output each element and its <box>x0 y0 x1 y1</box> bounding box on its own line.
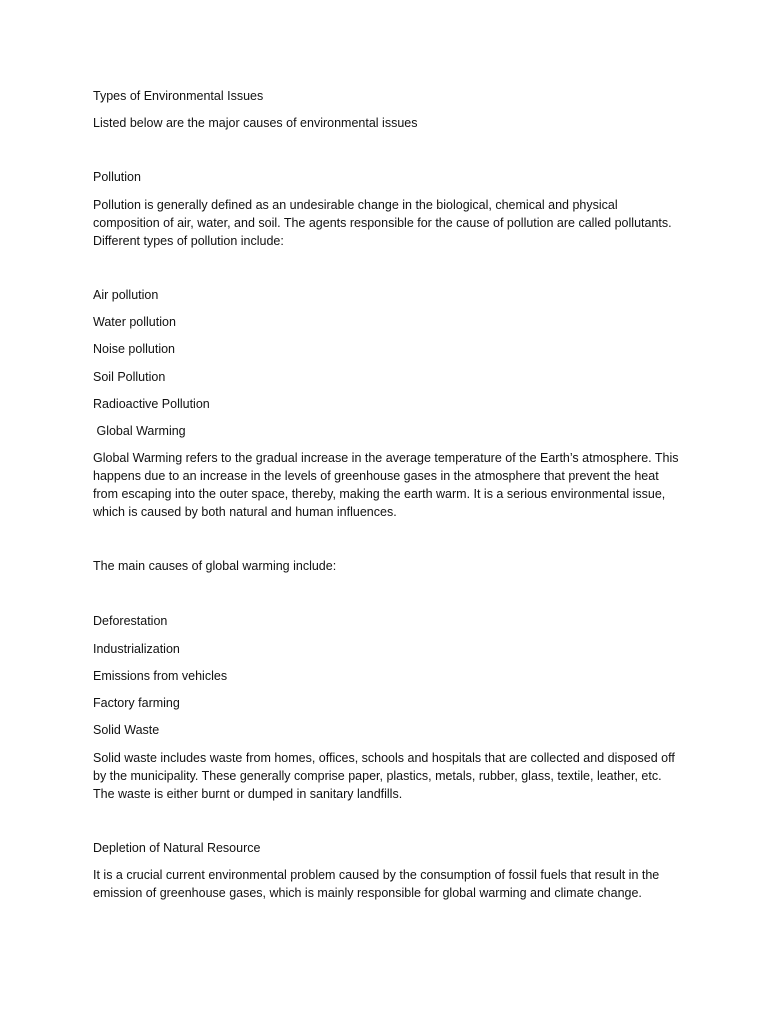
document-title: Types of Environmental Issues <box>93 89 264 103</box>
global-warming-heading: Global Warming <box>93 424 186 438</box>
cause-emissions: Emissions from vehicles <box>93 669 228 683</box>
pollution-type-radioactive: Radioactive Pollution <box>93 397 210 411</box>
pollution-type-water: Water pollution <box>93 315 176 329</box>
global-warming-paragraph: Global Warming refers to the gradual increase in the average temperature of the Earth’s atmosphere. This happens due to an increase in the levels of greenhouse gases in the atmosphere that prevent the heat from escaping into the outer space, thereby, making the earth warm. It is a serious environmental issue, which is caused by both natural and human influences. <box>93 451 679 519</box>
pollution-type-air: Air pollution <box>93 288 159 302</box>
pollution-paragraph: Pollution is generally defined as an undesirable change in the biological, chemical and physical composition of air, water, and soil. The agents responsible for the cause of pollution are called pollutants. Different types of pollution include: <box>93 198 672 248</box>
solid-waste-heading: Solid Waste <box>93 723 160 737</box>
solid-waste-paragraph: Solid waste includes waste from homes, offices, schools and hospitals that are collected and disposed off by the municipality. These generally comprise paper, plastics, metals, rubber, glass, textile, leather, etc. The waste is either burnt or dumped in sanitary landfills. <box>93 751 675 801</box>
global-warming-causes-intro: The main causes of global warming include: <box>93 559 337 573</box>
cause-deforestation: Deforestation <box>93 614 168 628</box>
cause-factory-farming: Factory farming <box>93 696 180 710</box>
depletion-heading: Depletion of Natural Resource <box>93 841 261 855</box>
pollution-type-noise: Noise pollution <box>93 342 175 356</box>
pollution-type-soil: Soil Pollution <box>93 370 166 384</box>
pollution-heading: Pollution <box>93 170 141 184</box>
cause-industrialization: Industrialization <box>93 642 180 656</box>
intro-text: Listed below are the major causes of environmental issues <box>93 116 418 130</box>
depletion-paragraph: It is a crucial current environmental problem caused by the consumption of fossil fuels that result in the emission of greenhouse gases, which is mainly responsible for global warming and climate change. <box>93 868 660 900</box>
